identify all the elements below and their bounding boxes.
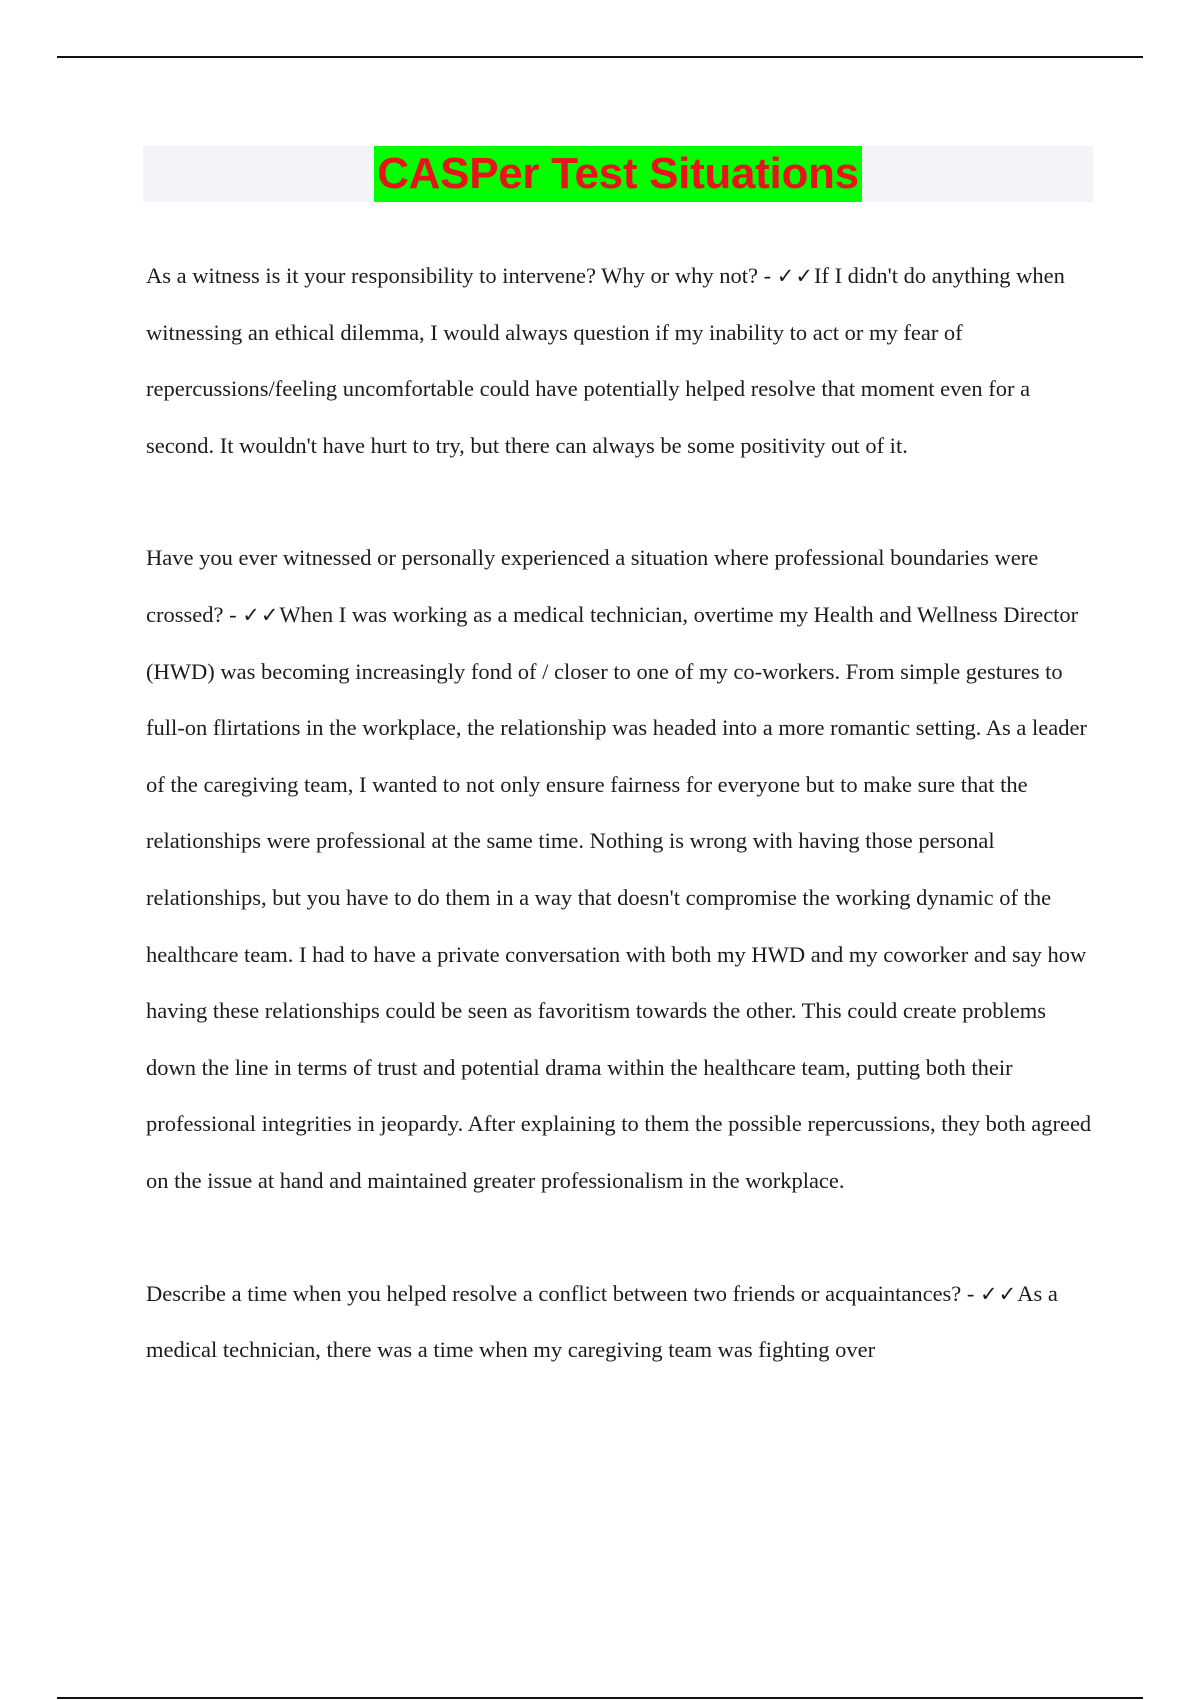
qa-item (146, 248, 1098, 474)
qa-item (146, 1266, 1098, 1379)
question-text: Describe a time when you helped resolve a conflict between two friends or acquaintances? - (146, 1280, 975, 1306)
double-check-icon: ✓✓ (980, 1281, 1018, 1306)
double-check-icon: ✓✓ (776, 264, 814, 288)
page-title: CASPer Test Situations (374, 146, 862, 202)
double-check-icon: ✓✓ (242, 602, 280, 627)
title-banner (143, 146, 1093, 202)
question-text: Have you ever witnessed or personally experienced a situation where professional boundaries were crossed? - (146, 545, 1039, 627)
qa-item (146, 530, 1098, 1209)
bottom-rule (57, 1697, 1143, 1699)
top-rule (57, 56, 1143, 58)
answer-text: If I didn't do anything when witnessing an ethical dilemma, I would always question if my inability to act or my fear of repercussions/feeling uncomfortable could have potentially helped resolve that moment even for a second. It wouldn't have hurt to try, but there can always be some positivity out of it. (146, 263, 1065, 458)
question-text: As a witness is it your responsibility to intervene? Why or why not? - (146, 263, 772, 288)
answer-text: When I was working as a medical technician, overtime my Health and Wellness Director (HWD) was becoming increasingly fond of / closer to one of my co-workers. From simple gestures to full-on flirtations in the workplace, the relationship was headed into a more romantic setting. As a leader of the caregiving team, I wanted to not only ensure fairness for everyone but to make sure that the relationships were professional at the same time. Nothing is wrong with having those personal relationships, but you have to do them in a way that doesn't compromise the working dynamic of the healthcare team. I had to have a private conversation with both my HWD and my coworker and say how having these relationships could be seen as favoritism towards the other. This could create problems down the line in terms of trust and potential drama within the healthcare team, putting both their professional integrities in jeopardy. After explaining to them the possible repercussions, they both agreed on the issue at hand and maintained greater professionalism in the workplace. (146, 601, 1092, 1193)
document-body (146, 248, 1098, 1379)
answer-text: As a medical technician, there was a time when my caregiving team was fighting over (146, 1280, 1058, 1363)
